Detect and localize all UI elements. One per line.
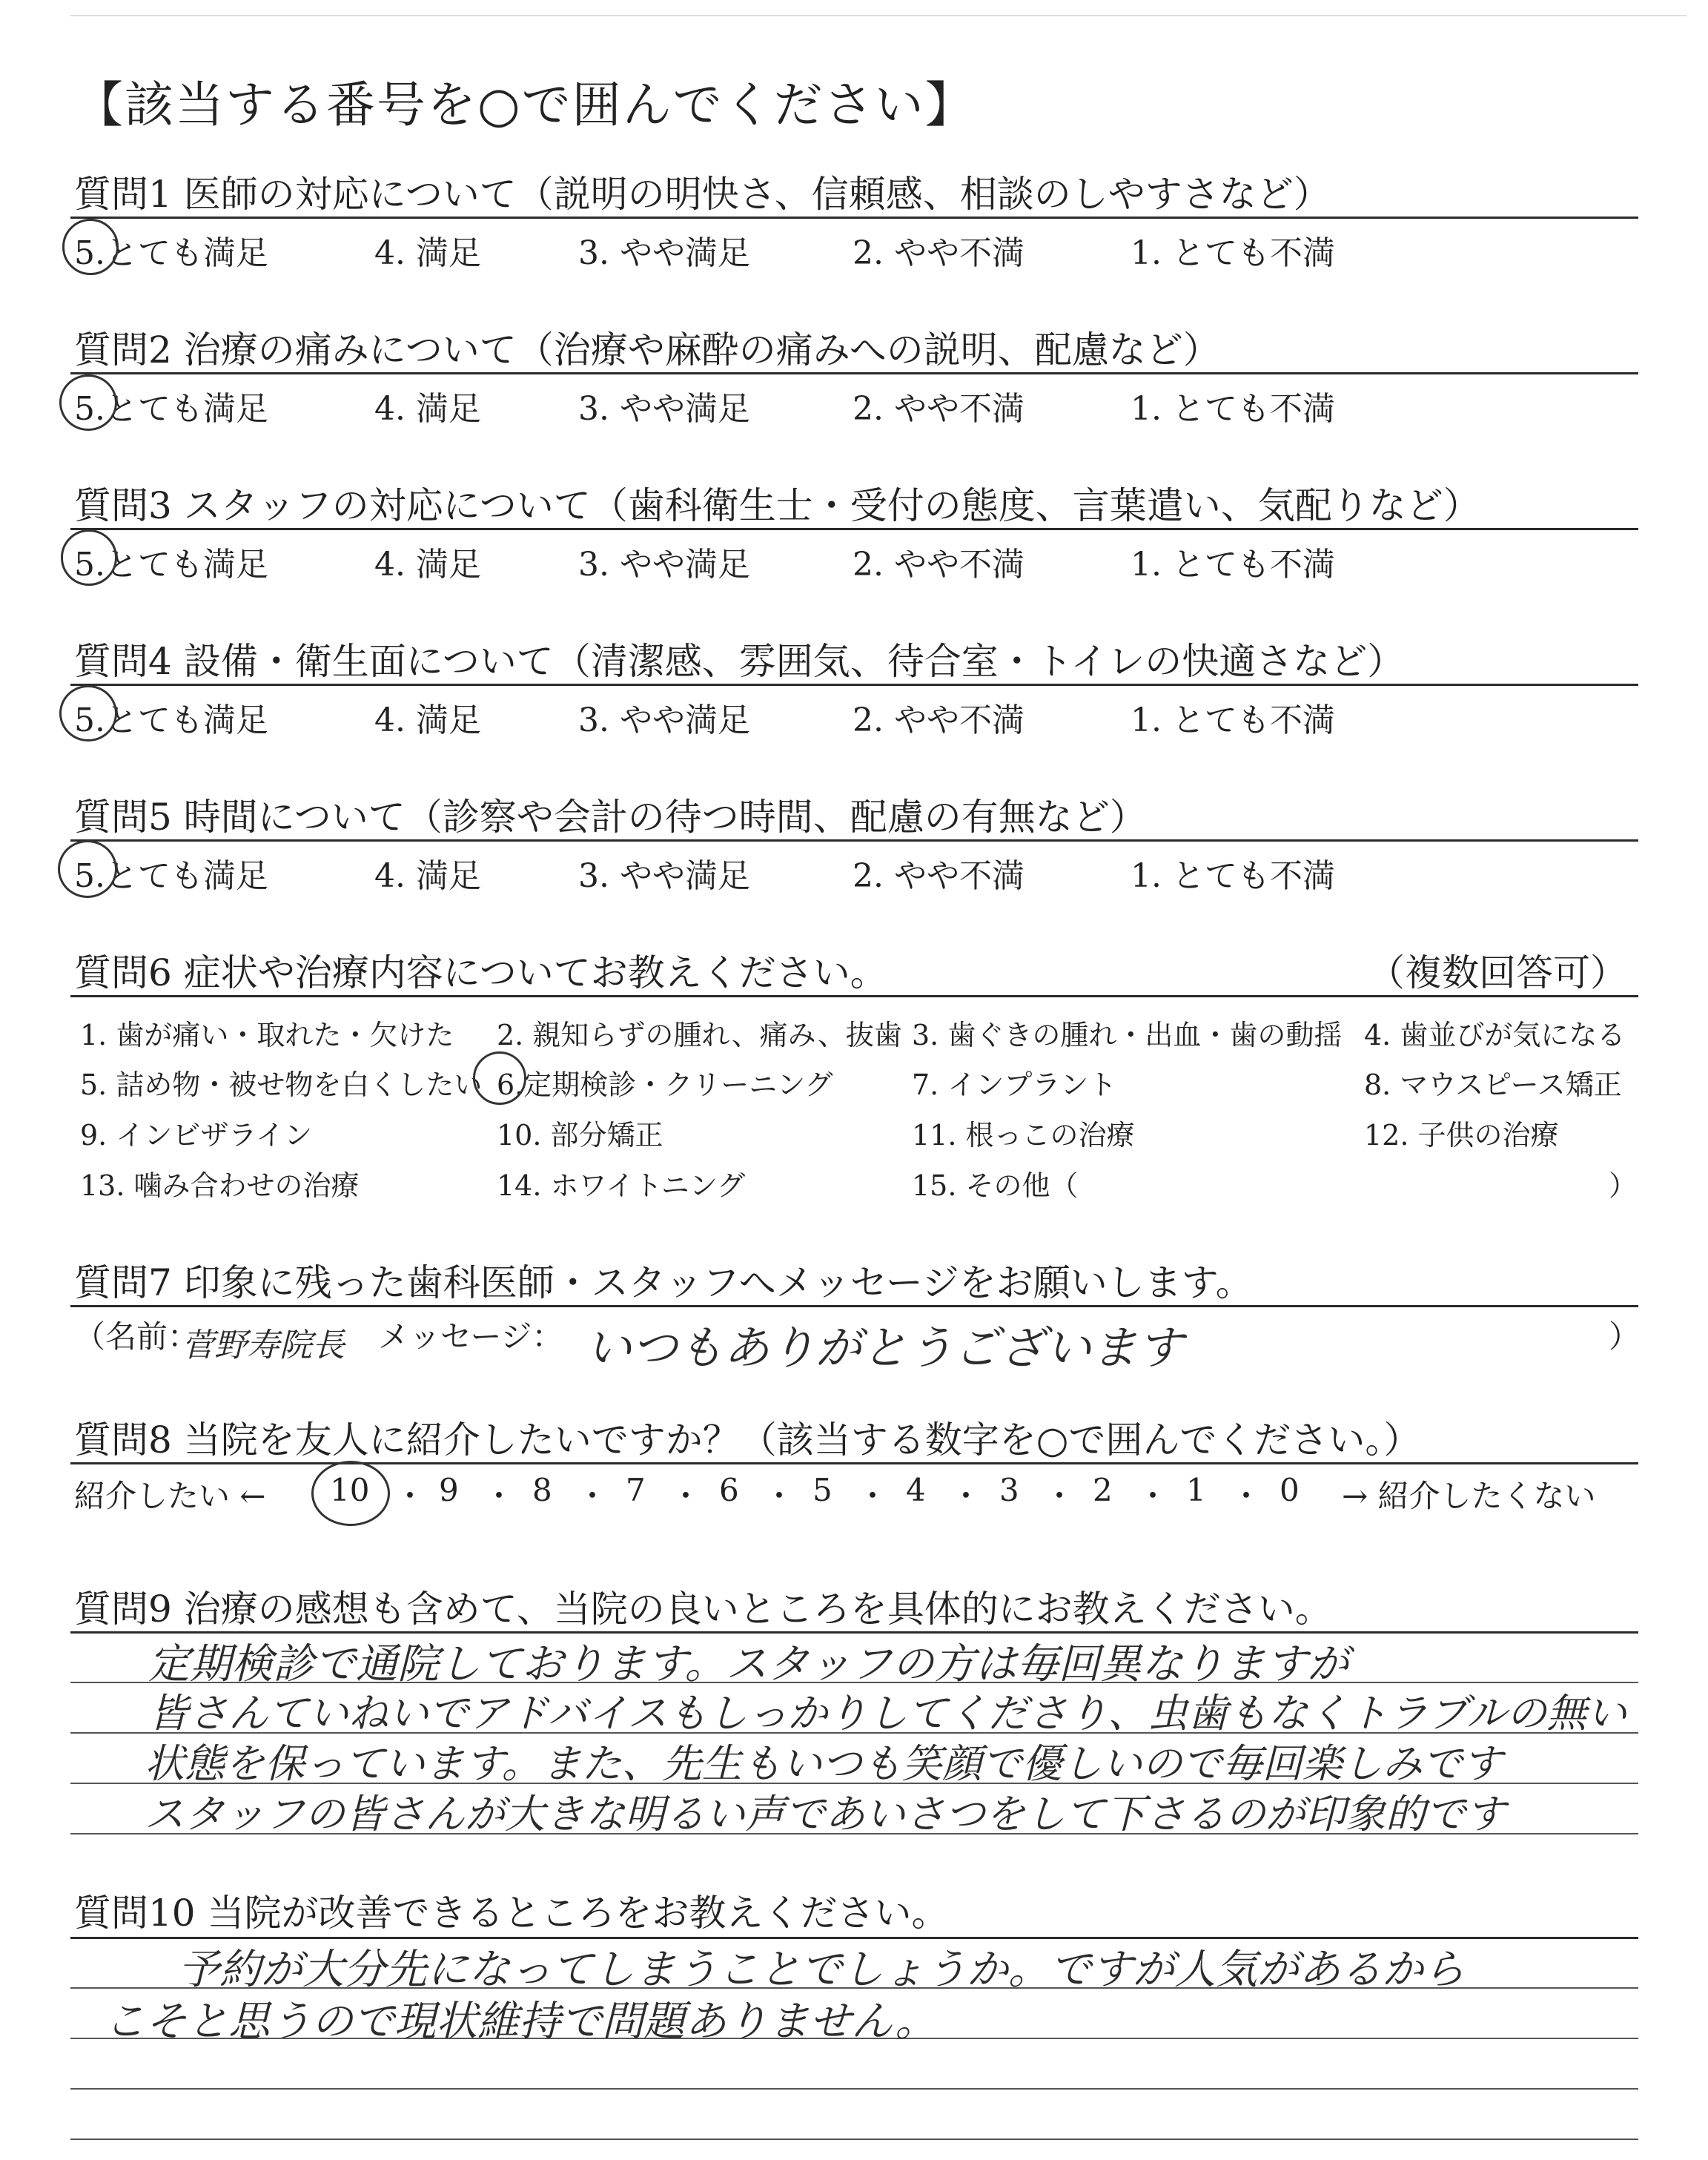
q8-dot: ・ <box>1044 1478 1076 1514</box>
q5-option-1[interactable]: 1. とても不満 <box>1131 857 1335 895</box>
q7-message-value[interactable]: いつもありがとうございます <box>586 1321 1184 1375</box>
q5-answer-circle <box>58 840 117 898</box>
q4-option-3[interactable]: 3. やや満足 <box>578 701 750 739</box>
q8-dot: ・ <box>1137 1478 1169 1514</box>
scan-top-edge <box>70 15 1687 16</box>
question-10-label: 質問10 当院が改善できるところをお教えください。 <box>74 1892 949 1935</box>
q6-item-1[interactable]: 1. 歯が痛い・取れた・欠けた <box>80 1019 454 1051</box>
q8-score-7[interactable]: 7 <box>626 1472 646 1508</box>
q6-item-10[interactable]: 10. 部分矯正 <box>497 1119 663 1152</box>
q8-score-8[interactable]: 8 <box>532 1472 552 1508</box>
question-1-label: 質問1 医師の対応について（説明の明快さ、信頼感、相談のしやすさなど） <box>74 173 1331 216</box>
q8-dot: ・ <box>857 1478 889 1514</box>
q6-item-13[interactable]: 13. 噛み合わせの治療 <box>80 1169 360 1202</box>
q10-answer-line-2[interactable]: こそと思うので現状維持で問題ありません。 <box>104 1998 937 2046</box>
q8-left-label: 紹介したい ← <box>74 1478 266 1514</box>
q6-item-15[interactable]: 15. その他（ <box>912 1169 1079 1202</box>
q8-dot: ・ <box>670 1478 702 1514</box>
q8-score-5[interactable]: 5 <box>812 1472 833 1508</box>
q9-answer-line-2[interactable]: 皆さんていねいでアドバイスもしっかりしてくださり、虫歯もなくトラブルの無い <box>148 1690 1627 1737</box>
q10-answer-line-1[interactable]: 予約が大分先になってしまうことでしょうか。ですが人気があるから <box>178 1946 1465 1994</box>
q3-answer-circle <box>61 529 117 586</box>
question-6-rule <box>70 995 1638 997</box>
question-8-rule <box>70 1462 1638 1464</box>
question-3-label: 質問3 スタッフの対応について（歯科衛生士・受付の態度、言葉遣い、気配りなど） <box>74 484 1480 527</box>
q4-option-1[interactable]: 1. とても不満 <box>1131 701 1335 739</box>
q1-option-2[interactable]: 2. やや不満 <box>853 234 1025 272</box>
q8-score-2[interactable]: 2 <box>1093 1472 1113 1508</box>
q8-dot: ・ <box>483 1478 515 1514</box>
question-5-label: 質問5 時間について（診察や会計の待つ時間、配慮の有無など） <box>74 796 1147 839</box>
q7-name-prefix: （名前： <box>74 1318 199 1355</box>
q5-option-3[interactable]: 3. やや満足 <box>578 857 750 895</box>
q8-dot: ・ <box>394 1478 426 1514</box>
q4-option-2[interactable]: 2. やや不満 <box>853 701 1025 739</box>
q8-dot: ・ <box>577 1478 609 1514</box>
q4-option-5[interactable]: 5.とても満足 <box>74 701 268 739</box>
q9-answer-line-4[interactable]: スタッフの皆さんが大きな明るい声であいさつをして下さるのが印象的です <box>145 1791 1506 1837</box>
q6-item-12[interactable]: 12. 子供の治療 <box>1364 1119 1559 1152</box>
q5-option-4[interactable]: 4. 満足 <box>374 857 481 895</box>
q1-option-1[interactable]: 1. とても不満 <box>1131 234 1335 272</box>
question-1-rule <box>70 217 1638 219</box>
q5-option-2[interactable]: 2. やや不満 <box>853 857 1025 895</box>
question-7-label: 質問7 印象に残った歯科医師・スタッフへメッセージをお願いします。 <box>74 1261 1253 1304</box>
q10-writing-line <box>70 2138 1638 2140</box>
q8-score-10[interactable]: 10 <box>330 1472 370 1508</box>
q3-option-2[interactable]: 2. やや不満 <box>853 546 1025 584</box>
q6-item-8[interactable]: 8. マウスピース矯正 <box>1364 1069 1622 1101</box>
question-4-label: 質問4 設備・衛生面について（清潔感、雰囲気、待合室・トイレの快適さなど） <box>74 640 1405 683</box>
q3-option-1[interactable]: 1. とても不満 <box>1131 546 1335 584</box>
question-5-rule <box>70 839 1638 842</box>
q3-option-4[interactable]: 4. 満足 <box>374 546 481 584</box>
q8-score-3[interactable]: 3 <box>999 1472 1019 1508</box>
q2-option-3[interactable]: 3. やや満足 <box>578 390 750 428</box>
q6-item-4[interactable]: 4. 歯並びが気になる <box>1364 1019 1626 1051</box>
q8-score-4[interactable]: 4 <box>906 1472 926 1508</box>
question-6-label: 質問6 症状や治療内容についてお教えください。 <box>74 951 887 994</box>
q10-writing-line <box>70 2088 1638 2090</box>
q1-answer-circle <box>62 219 119 275</box>
q6-item-7[interactable]: 7. インプラント <box>912 1069 1117 1101</box>
q7-close: ） <box>1609 1318 1641 1355</box>
q6-answer-circle <box>473 1051 526 1105</box>
q8-dot: ・ <box>950 1478 982 1514</box>
q6-item-5[interactable]: 5. 詰め物・被せ物を白くしたい <box>80 1069 483 1101</box>
q6-item-3[interactable]: 3. 歯ぐきの腫れ・出血・歯の動揺 <box>912 1019 1343 1051</box>
q7-message-prefix: メッセージ： <box>378 1318 563 1355</box>
q1-option-4[interactable]: 4. 満足 <box>374 234 481 272</box>
question-4-rule <box>70 684 1638 686</box>
q9-answer-line-1[interactable]: 定期検診で通院しております。スタッフの方は毎回異なりますが <box>148 1640 1349 1688</box>
question-6-note: （複数回答可） <box>1368 951 1627 994</box>
q8-dot: ・ <box>764 1478 795 1514</box>
q6-item-11[interactable]: 11. 根っこの治療 <box>912 1119 1135 1152</box>
q7-name-value[interactable]: 菅野寿院長 <box>182 1327 345 1364</box>
page-title: 【該当する番号を○で囲んでください】 <box>74 76 976 133</box>
q6-item-2[interactable]: 2. 親知らずの腫れ、痛み、抜歯 <box>497 1019 902 1051</box>
q3-option-3[interactable]: 3. やや満足 <box>578 546 750 584</box>
q5-option-5[interactable]: 5.とても満足 <box>74 857 268 895</box>
q2-option-1[interactable]: 1. とても不満 <box>1131 390 1335 428</box>
q4-answer-circle <box>59 685 117 742</box>
q6-item-14[interactable]: 14. ホワイトニング <box>497 1169 746 1202</box>
q1-option-5[interactable]: 5.とても満足 <box>74 234 268 272</box>
q8-score-1[interactable]: 1 <box>1186 1472 1206 1508</box>
q2-option-4[interactable]: 4. 満足 <box>374 390 481 428</box>
q2-option-2[interactable]: 2. やや不満 <box>853 390 1025 428</box>
question-9-label: 質問9 治療の感想も含めて、当院の良いところを具体的にお教えください。 <box>74 1588 1332 1631</box>
question-2-label: 質問2 治療の痛みについて（治療や麻酔の痛みへの説明、配慮など） <box>74 328 1220 371</box>
q6-item-15-close: ） <box>1609 1169 1638 1202</box>
q8-score-0[interactable]: 0 <box>1280 1472 1300 1508</box>
question-3-rule <box>70 528 1638 530</box>
q2-option-5[interactable]: 5.とても満足 <box>74 390 268 428</box>
question-8-label: 質問8 当院を友人に紹介したいですか？（該当する数字を○で囲んでください。） <box>74 1418 1421 1462</box>
q8-score-9[interactable]: 9 <box>439 1472 459 1508</box>
q8-score-6[interactable]: 6 <box>719 1472 739 1508</box>
q8-right-label: → 紹介したくない <box>1342 1478 1596 1514</box>
question-7-rule <box>70 1305 1638 1307</box>
q9-answer-line-3[interactable]: 状態を保っています。また、先生もいつも笑顔で優しいので毎回楽しみです <box>145 1740 1503 1787</box>
q2-answer-circle <box>59 374 117 431</box>
q3-option-5[interactable]: 5.とても満足 <box>74 546 268 584</box>
q8-dot: ・ <box>1231 1478 1262 1514</box>
q6-item-9[interactable]: 9. インビザライン <box>80 1119 313 1152</box>
q6-item-6[interactable]: 6.定期検診・クリーニング <box>497 1069 833 1101</box>
q4-option-4[interactable]: 4. 満足 <box>374 701 481 739</box>
question-2-rule <box>70 372 1638 374</box>
q1-option-3[interactable]: 3. やや満足 <box>578 234 750 272</box>
